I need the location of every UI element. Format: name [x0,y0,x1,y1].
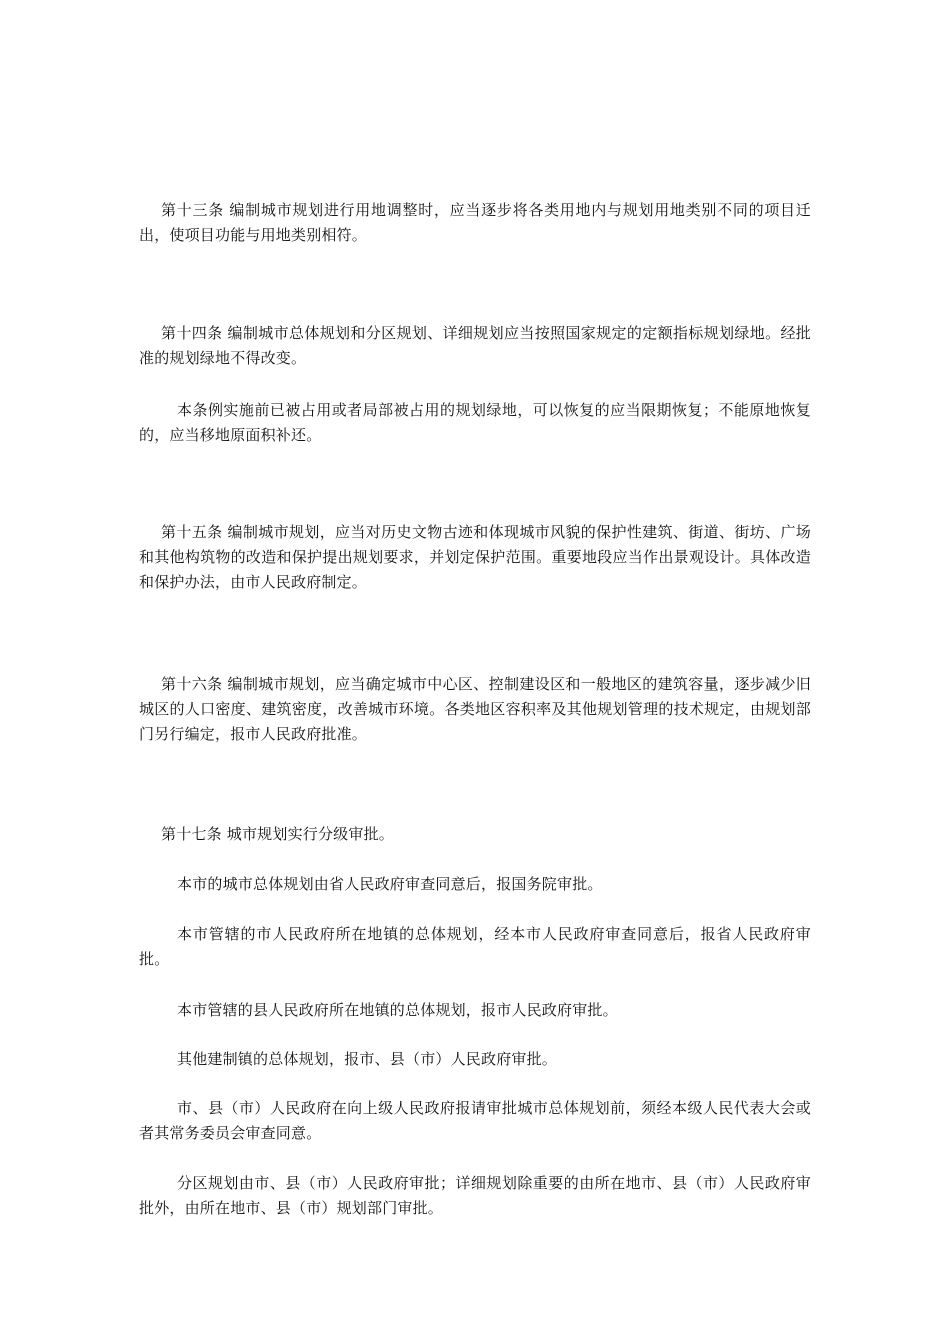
article-17-clause-4: 其他建制镇的总体规划，报市、县（市）人民政府审批。 [177,1050,558,1068]
article-17-clause-3: 本市管辖的县人民政府所在地镇的总体规划，报市人民政府审批。 [177,1001,618,1019]
article-17-clause-2: 本市管辖的市人民政府所在地镇的总体规划，经本市人民政府审查同意后，报省人民政府审批。 [139,925,811,968]
article-17-clause-1: 本市的城市总体规划由省人民政府审查同意后，报国务院审批。 [177,875,603,893]
article-17-clause-5: 市、县（市）人民政府在向上级人民政府报请审批城市总体规划前，须经本级人民代表大会或者其常务委员会审查同意。 [139,1099,811,1142]
article-15-paragraph: 第十五条 编制城市规划，应当对历史文物古迹和体现城市风貌的保护性建筑、街道、街坊、广场和其他构筑物的改造和保护提出规划要求，并划定保护范围。重要地段应当作出景观设计。具体改造和保护办法，由市人民政府制定。 [139,523,811,591]
article-14-clause-paragraph: 本条例实施前已被占用或者局部被占用的规划绿地，可以恢复的应当限期恢复；不能原地恢复的，应当移地原面积补还。 [139,401,811,444]
article-13-paragraph: 第十三条 编制城市规划进行用地调整时，应当逐步将各类用地内与规划用地类别不同的项目迁出，使项目功能与用地类别相符。 [139,201,811,244]
article-16-paragraph: 第十六条 编制城市规划，应当确定城市中心区、控制建设区和一般地区的建筑容量，逐步减少旧城区的人口密度、建筑密度，改善城市环境。各类地区容积率及其他规划管理的技术规定，由规划部门另行编定，报市人民政府批准。 [139,675,811,743]
article-17-paragraph: 第十七条 城市规划实行分级审批。 [161,825,394,843]
article-14-paragraph: 第十四条 编制城市总体规划和分区规划、详细规划应当按照国家规定的定额指标规划绿地。经批准的规划绿地不得改变。 [139,324,811,367]
article-17-clause-6: 分区规划由市、县（市）人民政府审批；详细规划除重要的由所在地市、县（市）人民政府审批外，由所在地市、县（市）规划部门审批。 [139,1174,811,1217]
